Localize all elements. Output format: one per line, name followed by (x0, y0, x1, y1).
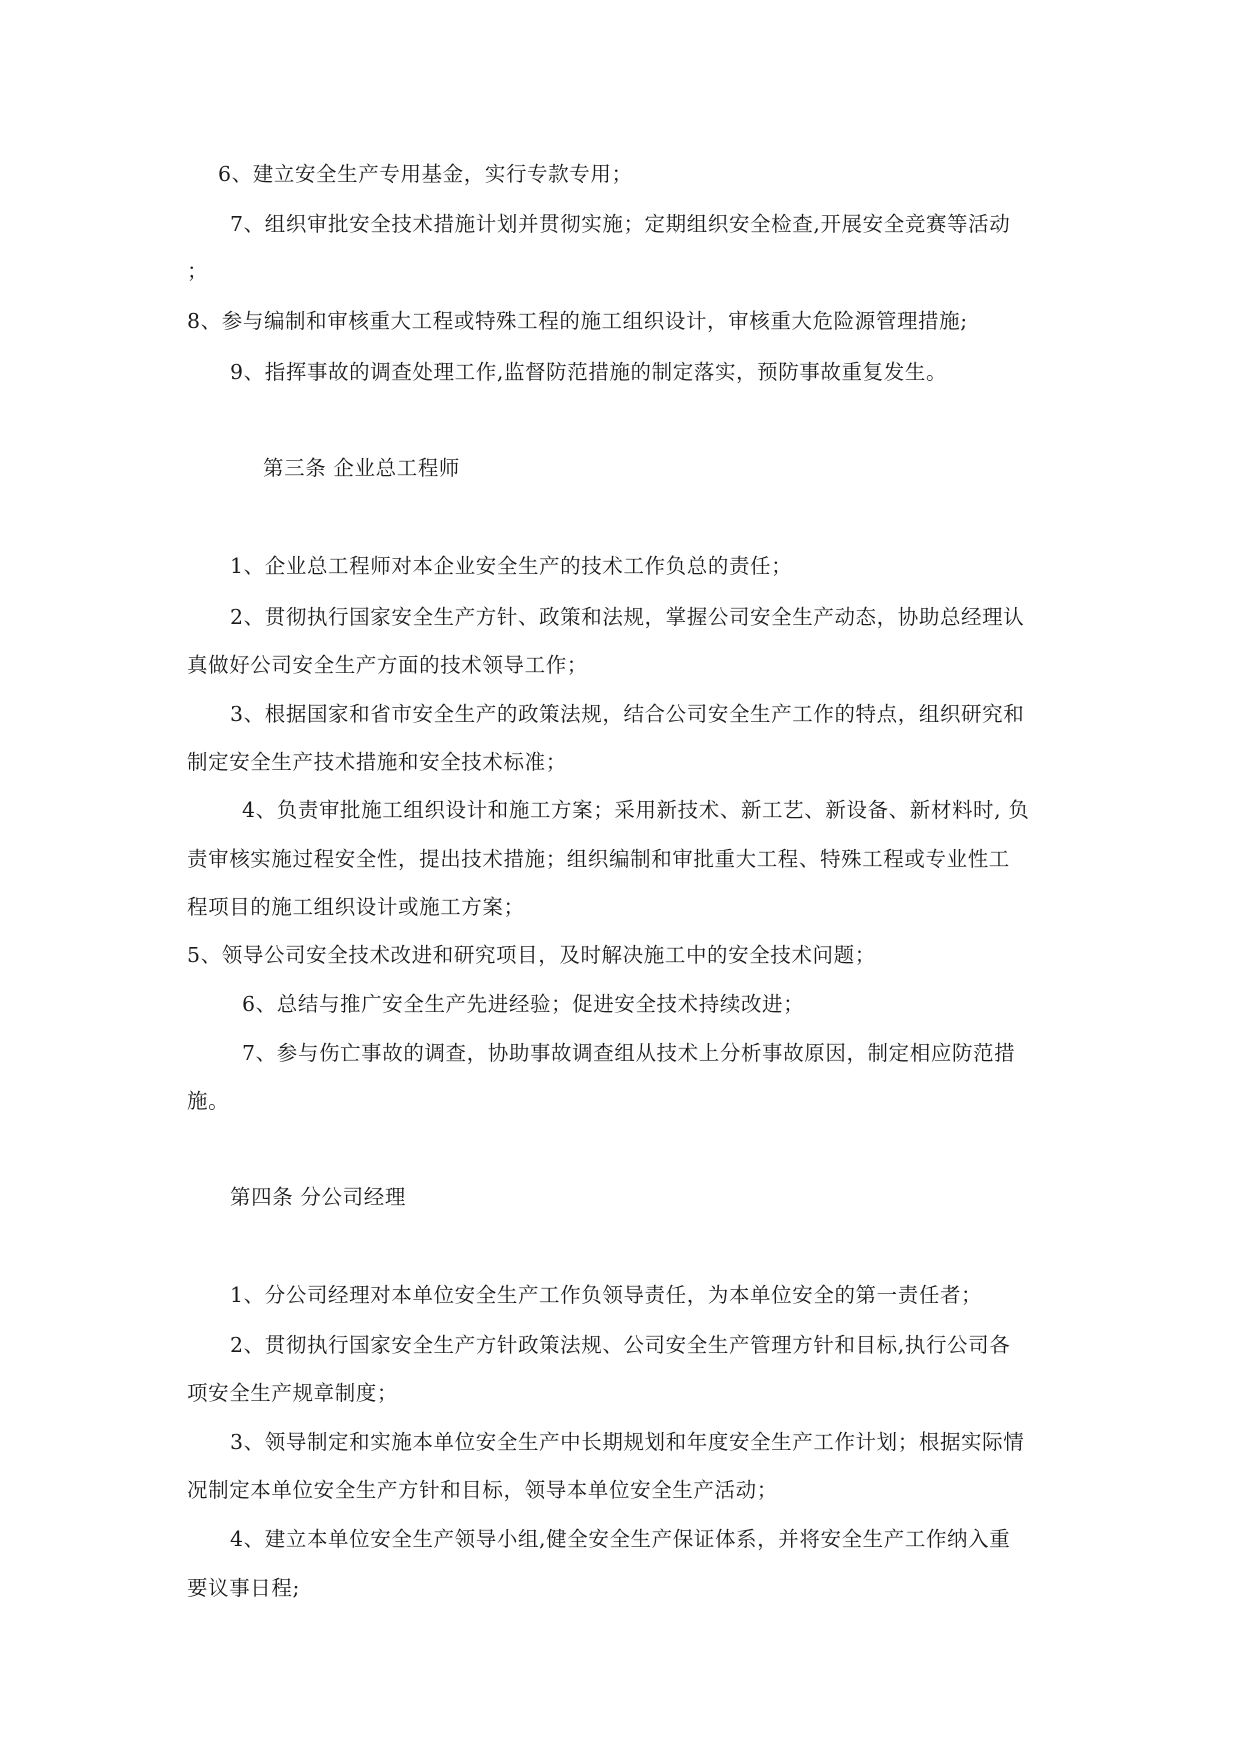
text-line: 8、参与编制和审核重大工程或特殊工程的施工组织设计，审核重大危险源管理措施; (187, 309, 968, 333)
text-line: 项安全生产规章制度； (187, 1381, 398, 1405)
text-line: 制定安全生产技术措施和安全技术标准； (187, 750, 567, 774)
text-line: 4、负责审批施工组织设计和施工方案；采用新技术、新工艺、新设备、新材料时, 负 (242, 798, 1030, 822)
text-line: 4、建立本单位安全生产领导小组,健全安全生产保证体系，并将安全生产工作纳入重 (230, 1527, 1011, 1551)
text-line: 6、总结与推广安全生产先进经验；促进安全技术持续改进； (242, 992, 805, 1016)
text-line: 1、企业总工程师对本企业安全生产的技术工作负总的责任； (230, 554, 793, 578)
text-line: 程项目的施工组织设计或施工方案； (187, 895, 525, 919)
text-line: 5、领导公司安全技术改进和研究项目，及时解决施工中的安全技术问题； (187, 943, 876, 967)
text-line: 6、建立安全生产专用基金，实行专款专用； (218, 162, 633, 186)
text-line: 2、贯彻执行国家安全生产方针、政策和法规，掌握公司安全生产动态，协助总经理认 (230, 605, 1025, 629)
text-line: 3、根据国家和省市安全生产的政策法规，结合公司安全生产工作的特点，组织研究和 (230, 702, 1025, 726)
text-line: 7、组织审批安全技术措施计划并贯彻实施；定期组织安全检查,开展安全竞赛等活动 (230, 212, 1011, 236)
text-line: 况制定本单位安全生产方针和目标，领导本单位安全生产活动； (187, 1478, 778, 1502)
text-line: 3、领导制定和实施本单位安全生产中长期规划和年度安全生产工作计划；根据实际情 (230, 1430, 1025, 1454)
text-line: ； (187, 259, 209, 283)
text-line: 真做好公司安全生产方面的技术领导工作； (187, 653, 588, 677)
text-line: 7、参与伤亡事故的调查，协助事故调查组从技术上分析事故原因，制定相应防范措 (242, 1041, 1016, 1065)
section-heading: 第四条 分公司经理 (230, 1185, 406, 1209)
text-line: 9、指挥事故的调查处理工作,监督防范措施的制定落实，预防事故重复发生。 (230, 360, 948, 384)
text-line: 施。 (187, 1089, 230, 1113)
text-line: 责审核实施过程安全性，提出技术措施；组织编制和审批重大工程、特殊工程或专业性工 (187, 847, 1010, 871)
text-line: 2、贯彻执行国家安全生产方针政策法规、公司安全生产管理方针和目标,执行公司各 (230, 1333, 1011, 1357)
text-line: 要议事日程; (187, 1576, 301, 1600)
section-heading: 第三条 企业总工程师 (263, 456, 461, 480)
text-line: 1、分公司经理对本单位安全生产工作负领导责任，为本单位安全的第一责任者； (230, 1283, 983, 1307)
